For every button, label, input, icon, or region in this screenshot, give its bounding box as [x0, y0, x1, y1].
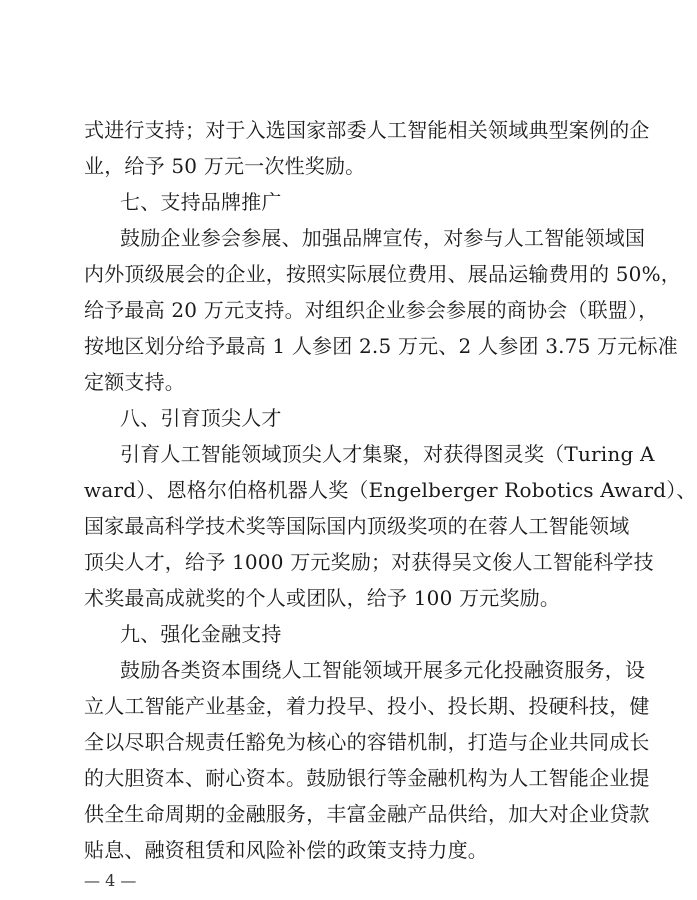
paragraph-line: 式进行支持；对于入选国家部委人工智能相关领域典型案例的企 — [84, 118, 650, 142]
paragraph-line: 按地区划分给予最高 1 人参团 2.5 万元、2 人参团 3.75 万元标准 — [84, 334, 678, 358]
paragraph-line: 业，给予 50 万元一次性奖励。 — [84, 154, 366, 178]
paragraph-line: 全以尽职合规责任豁免为核心的容错机制，打造与企业共同成长 — [84, 730, 650, 754]
paragraph-line: 贴息、融资租赁和风险补偿的政策支持力度。 — [84, 838, 488, 862]
section-heading-brand-promotion: 七、支持品牌推广 — [120, 190, 282, 214]
paragraph-line: 国家最高科学技术奖等国际国内顶级奖项的在蓉人工智能领域 — [84, 514, 630, 538]
paragraph-line: ward）、恩格尔伯格机器人奖（Engelberger Robotics Award）、 — [84, 478, 697, 502]
paragraph-line: 内外顶级展会的企业，按照实际展位费用、展品运输费用的 50%， — [84, 262, 682, 286]
paragraph-line: 鼓励企业参会参展、加强品牌宣传，对参与人工智能领域国 — [120, 226, 646, 250]
paragraph-line: 术奖最高成就奖的个人或团队，给予 100 万元奖励。 — [84, 586, 561, 610]
paragraph-line: 顶尖人才，给予 1000 万元奖励；对获得吴文俊人工智能科学技 — [84, 550, 654, 574]
paragraph-line: 供全生命周期的金融服务，丰富金融产品供给，加大对企业贷款 — [84, 802, 650, 826]
paragraph-line: 鼓励各类资本围绕人工智能领域开展多元化投融资服务，设 — [120, 658, 646, 682]
page-number: — 4 — — [84, 871, 137, 890]
paragraph-line: 定额支持。 — [84, 370, 185, 394]
section-heading-financial-support: 九、强化金融支持 — [120, 622, 282, 646]
paragraph-line: 给予最高 20 万元支持。对组织企业参会参展的商协会（联盟）， — [84, 298, 659, 322]
section-heading-top-talent: 八、引育顶尖人才 — [120, 406, 282, 430]
paragraph-line: 的大胆资本、耐心资本。鼓励银行等金融机构为人工智能企业提 — [84, 766, 650, 790]
paragraph-line: 立人工智能产业基金，着力投早、投小、投长期、投硬科技，健 — [84, 694, 650, 718]
paragraph-line: 引育人工智能领域顶尖人才集聚，对获得图灵奖（Turing A — [120, 442, 655, 466]
